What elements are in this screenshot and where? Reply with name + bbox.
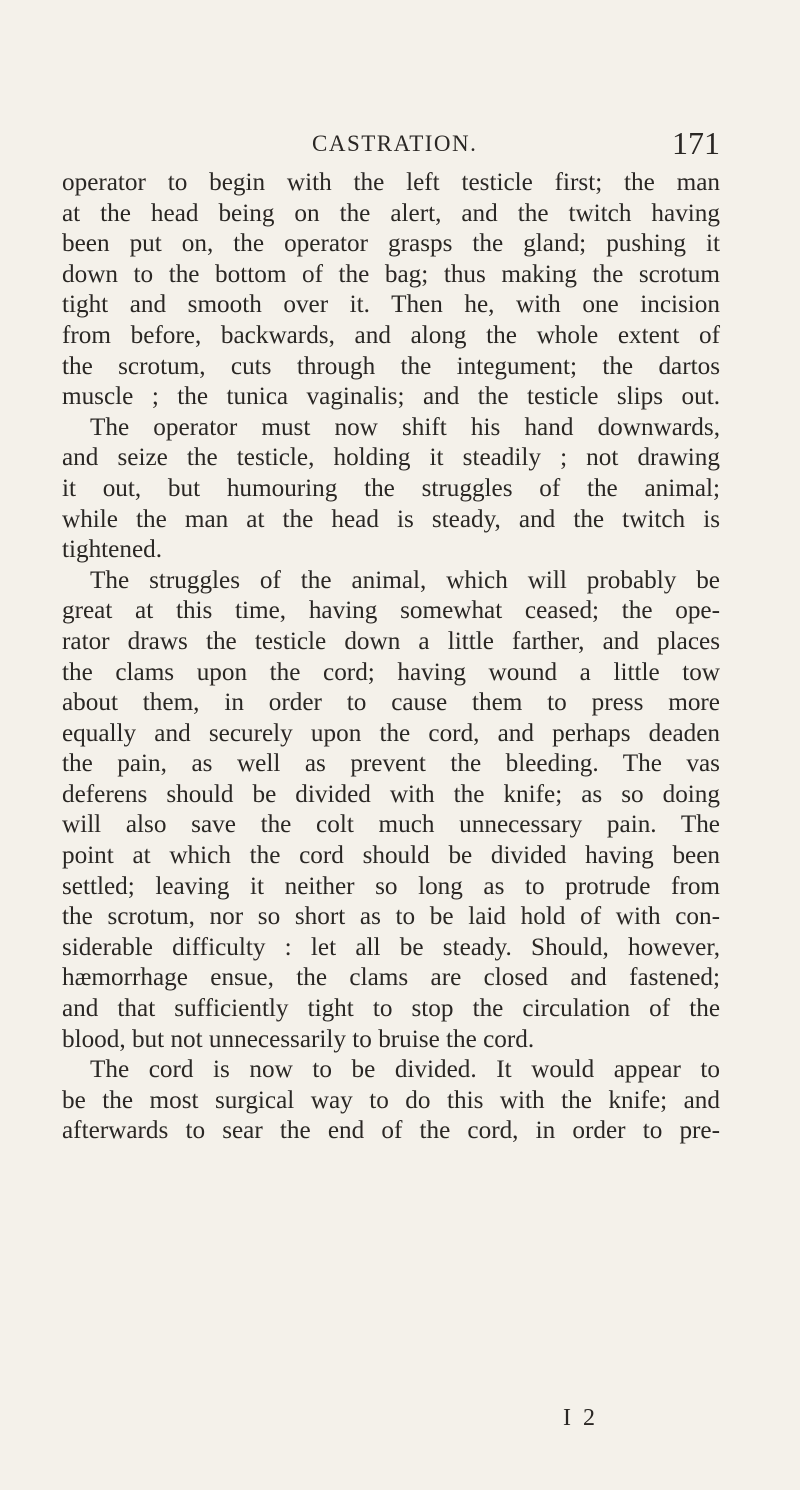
- text-line: rator draws the testicle down a little farther, and places: [62, 627, 720, 655]
- text-line: siderable difficulty : let all be steady. Should, however,: [62, 933, 720, 961]
- paragraph-start-line: The cord is now to be divided. It would appear to: [90, 1056, 720, 1084]
- paragraph-start-line: The struggles of the animal, which will probably be: [90, 566, 720, 594]
- text-line: settled; leaving it neither so long as to protrude from: [62, 872, 720, 900]
- paragraph-start-line: The operator must now shift his hand downwards,: [90, 413, 720, 441]
- text-line: at the head being on the alert, and the twitch having: [62, 199, 720, 227]
- text-line: the pain, as well as prevent the bleeding. The vas: [62, 750, 720, 778]
- text-line: while the man at the head is steady, and the twitch is: [62, 505, 720, 533]
- text-line: equally and securely upon the cord, and perhaps deaden: [62, 719, 720, 747]
- text-line: be the most surgical way to do this with the knife; and: [62, 1086, 720, 1114]
- paragraph-end-line: tightened.: [62, 536, 163, 564]
- text-line: and that sufficiently tight to stop the circulation of the: [62, 995, 720, 1023]
- text-line: hæmorrhage ensue, the clams are closed and fastened;: [62, 964, 720, 992]
- text-line: afterwards to sear the end of the cord, in order to pre-: [62, 1117, 720, 1145]
- text-line: it out, but humouring the struggles of the animal;: [62, 474, 720, 502]
- page-number: 171: [672, 125, 720, 161]
- text-line: from before, backwards, and along the whole extent of: [62, 321, 720, 349]
- text-line: point at which the cord should be divided having been: [62, 842, 720, 870]
- text-line: muscle ; the tunica vaginalis; and the testicle slips out.: [62, 383, 720, 411]
- text-line: great at this time, having somewhat ceased; the ope-: [62, 597, 720, 625]
- text-line: and seize the testicle, holding it steadily ; not drawing: [62, 444, 720, 472]
- text-line: tight and smooth over it. Then he, with one incision: [62, 291, 720, 319]
- running-title: CASTRATION.: [312, 131, 478, 156]
- text-line: operator to begin with the left testicle first; the man: [62, 169, 720, 196]
- text-line: the scrotum, nor so short as to be laid hold of with con-: [62, 903, 720, 931]
- text-line: will also save the colt much unnecessary pain. The: [62, 811, 720, 839]
- signature-mark: I 2: [563, 1405, 598, 1431]
- paragraph-end-line: blood, but not unnecessarily to bruise the cord.: [62, 1025, 535, 1053]
- text-line: the scrotum, cuts through the integument; the dartos: [62, 352, 720, 380]
- text-line: been put on, the operator grasps the gland; pushing it: [62, 230, 720, 258]
- body-text: [62, 168, 720, 1147]
- text-line: the clams upon the cord; having wound a little tow: [62, 658, 720, 686]
- page-header: [60, 127, 720, 167]
- text-line: down to the bottom of the bag; thus making the scrotum: [62, 260, 720, 288]
- text-line: deferens should be divided with the knife; as so doing: [62, 780, 720, 808]
- text-line: about them, in order to cause them to press more: [62, 689, 720, 717]
